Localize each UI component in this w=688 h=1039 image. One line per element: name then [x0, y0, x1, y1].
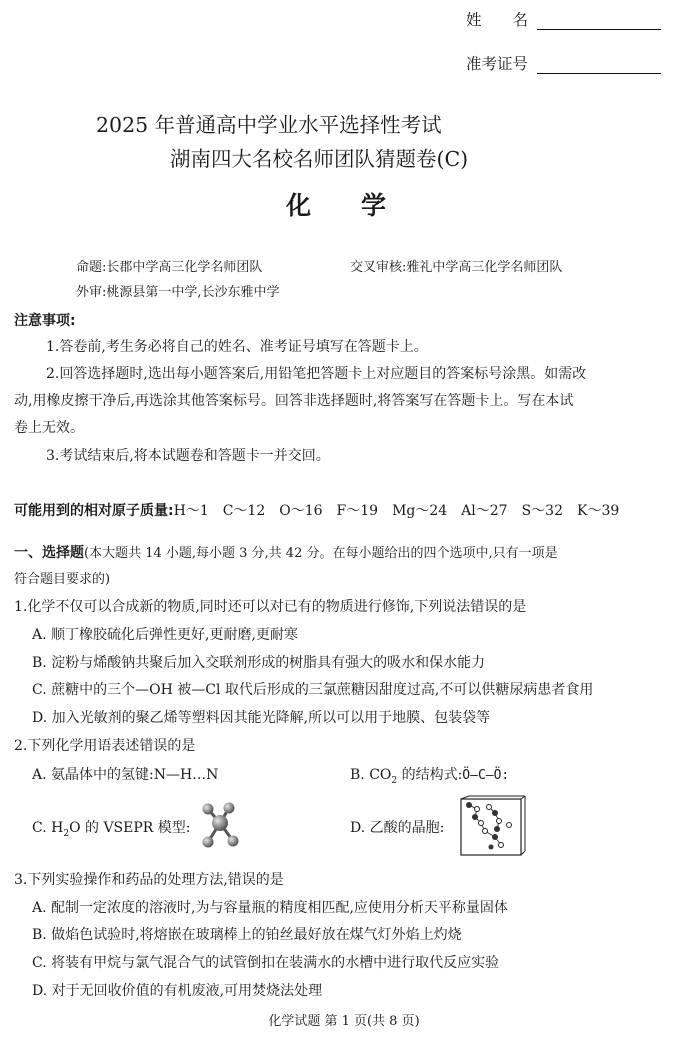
section-1-heading: 一、选择题 [14, 545, 84, 561]
q1-option-c: C. 蔗糖中的三个—OH 被—Cl 取代后形成的三氯蔗糖因甜度过高,不可以供糖尿病患者食用 [32, 682, 594, 698]
note-2-line-1: 2.回答选择题时,选出每小题答案后,用铅笔把答题卡上对应题目的答案标号涂黑。如需改 [46, 366, 587, 382]
co2-structural-formula: Ö—C—Ö: [462, 768, 510, 783]
q2-c-prefix: C. H [32, 820, 64, 836]
q2-stem: 2.下列化学用语表述错误的是 [14, 738, 196, 754]
name-label: 姓 名 [466, 11, 529, 29]
note-1: 1.答卷前,考生务必将自己的姓名、准考证号填写在答题卡上。 [46, 339, 428, 355]
q2-option-d: D. 乙酸的晶胞: [350, 820, 445, 836]
section-1-desc-1: (本大题共 14 小题,每小题 3 分,共 42 分。在每小题给出的四个选项中,只有一项是 [84, 546, 558, 561]
exam-subtitle: 湖南四大名校名师团队猜题卷(C) [170, 147, 469, 171]
note-2-line-3: 卷上无效。 [14, 420, 84, 436]
h2o-vsepr-model-image [196, 801, 244, 849]
atomic-masses-values: H～1 C～12 O～16 F～19 Mg～24 Al～27 S～32 K～39 [173, 503, 620, 519]
credit-reviewers: 交叉审核:雅礼中学高三化学名师团队 [350, 260, 563, 275]
q2-option-c [32, 819, 191, 837]
q2-b-prefix: B. CO [350, 767, 392, 783]
q2-b-sub: 2 [391, 775, 398, 786]
notes-heading: 注意事项: [14, 313, 76, 329]
q3-option-c: C. 将装有甲烷与氯气混合气的试管倒扣在装满水的水槽中进行取代反应实验 [32, 955, 500, 971]
q3-stem: 3.下列实验操作和药品的处理方法,错误的是 [14, 872, 284, 888]
name-blank [537, 11, 661, 30]
subject-title: 化 学 [286, 191, 387, 220]
exam-id-label: 准考证号 [466, 55, 529, 73]
credit-external: 外审:桃源县第一中学,长沙东雅中学 [76, 285, 280, 300]
q1-option-d: D. 加入光敏剂的聚乙烯等塑料因其能光降解,所以可以用于地膜、包装袋等 [32, 710, 491, 726]
section-1-header [14, 544, 558, 562]
exam-title: 2025 年普通高中学业水平选择性考试 [96, 113, 442, 137]
q2-b-suffix: 的结构式: [397, 767, 463, 783]
q2-option-a: A. 氨晶体中的氢键:N—H…N [32, 767, 219, 783]
atomic-masses-label: 可能用到的相对原子质量: [14, 503, 174, 519]
q3-option-d: D. 对于无回收价值的有机废液,可用焚烧法处理 [32, 983, 323, 999]
q2-option-b [350, 766, 509, 785]
q1-option-b: B. 淀粉与烯酸钠共聚后加入交联剂形成的树脂具有强大的吸水和保水能力 [32, 655, 486, 671]
note-2-line-2: 动,用橡皮擦干净后,再选涂其他答案标号。回答非选择题时,将答案写在答题卡上。写在本试 [14, 393, 574, 409]
page-footer: 化学试题 第 1 页(共 8 页) [268, 1014, 420, 1029]
q3-option-b: B. 做焰色试验时,将熔嵌在玻璃棒上的铂丝最好放在煤气灯外焰上灼烧 [32, 927, 462, 943]
q3-option-a: A. 配制一定浓度的溶液时,为与容量瓶的精度相匹配,应使用分析天平称量固体 [32, 900, 508, 916]
name-field [466, 10, 661, 30]
atomic-masses [14, 502, 619, 520]
credit-authors: 命题:长郡中学高三化学名师团队 [76, 260, 263, 275]
q1-option-a: A. 顺丁橡胶硫化后弹性更好,更耐磨,更耐寒 [32, 627, 298, 643]
section-1-desc-2: 符合题目要求的) [14, 572, 111, 587]
acetic-acid-crystal-cell-image [455, 795, 527, 861]
exam-id-field [466, 54, 661, 74]
q2-c-suffix: O 的 VSEPR 模型: [69, 820, 191, 836]
note-3: 3.考试结束后,将本试题卷和答题卡一并交回。 [46, 448, 330, 464]
q1-stem: 1.化学不仅可以合成新的物质,同时还可以对已有的物质进行修饰,下列说法错误的是 [14, 599, 527, 615]
exam-id-blank [537, 55, 661, 74]
q2-c-sub: 2 [63, 828, 70, 839]
